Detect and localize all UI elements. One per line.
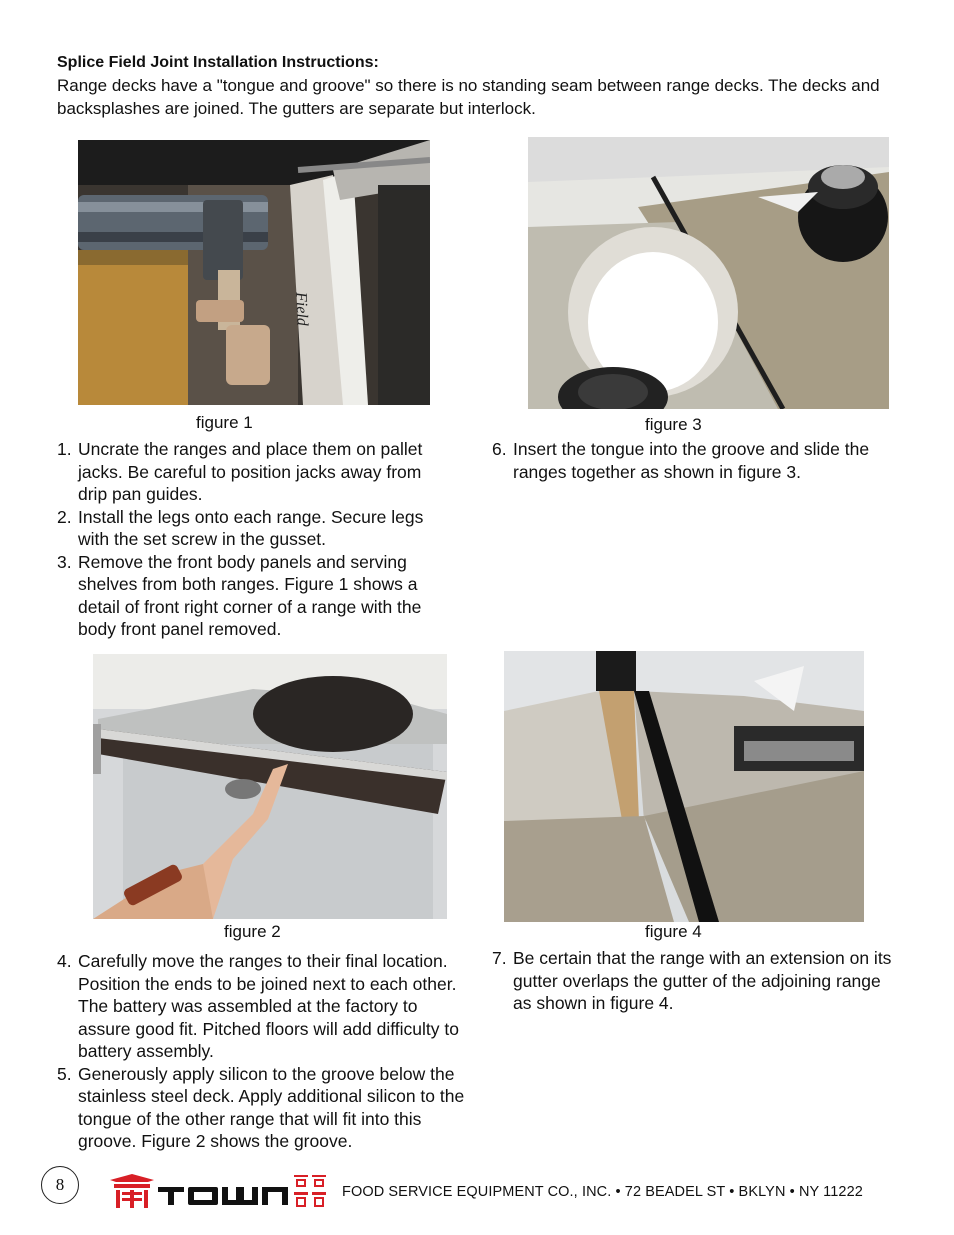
step-text: Carefully move the ranges to their final location. Position the ends to be joined next to each other. The battery was assembled at the factory to assure good fit. Pitched floors will add difficulty to battery assembly. — [78, 951, 459, 1061]
figure-1-handwriting: Field — [292, 291, 311, 327]
figure-4-photo — [504, 651, 864, 922]
steps-list-7 — [492, 947, 892, 1015]
steps-list-6 — [492, 438, 892, 483]
step-text: Insert the tongue into the groove and slide the ranges together as shown in figure 3. — [513, 439, 870, 482]
step-2 — [57, 506, 447, 551]
step-4 — [57, 950, 467, 1063]
figure-2-caption: figure 2 — [224, 922, 281, 941]
intro-paragraph: Range decks have a "tongue and groove" so there is no standing seam between range decks. The decks and backsplashes are joined. The gutters are separate but interlock. — [57, 76, 880, 118]
figure-3-photo — [528, 137, 889, 409]
figure-4-caption: figure 4 — [645, 922, 702, 941]
step-number: 6. — [492, 439, 507, 459]
page-number: 8 — [41, 1166, 79, 1204]
step-number: 3. — [57, 551, 72, 572]
step-text: Be certain that the range with an extension on its gutter overlaps the gutter of the adjoining range as shown in figure 4. — [513, 948, 892, 1013]
section-heading: Splice Field Joint Installation Instructions: — [57, 54, 379, 71]
footer-company-address: FOOD SERVICE EQUIPMENT CO., INC. • 72 BEADEL ST • BKLYN • NY 11222 — [342, 1184, 863, 1200]
step-text: Generously apply silicon to the groove below the stainless steel deck. Apply additional silicon to the tongue of the other range that will fit into this groove. Figure 2 shows the groove. — [78, 1063, 465, 1151]
figure-2-photo — [93, 654, 447, 919]
town-logo — [108, 1172, 330, 1210]
figure-1-caption: figure 1 — [196, 413, 253, 432]
step-1 — [57, 438, 447, 506]
step-number: 7. — [492, 948, 507, 968]
step-3 — [57, 551, 447, 641]
figure-3-caption: figure 3 — [645, 415, 702, 434]
step-text: Remove the front body panels and serving shelves from both ranges. Figure 1 shows a detail of front right corner of a range with the body front panel removed. — [78, 551, 422, 639]
figure-1-photo — [78, 140, 430, 405]
step-number: 5. — [57, 1063, 72, 1084]
step-number: 2. — [57, 506, 72, 527]
step-number: 4. — [57, 951, 72, 971]
step-number: 1. — [57, 439, 72, 459]
step-6 — [492, 438, 892, 483]
step-5 — [57, 1063, 467, 1153]
steps-list-4-5 — [57, 950, 467, 1153]
step-text: Install the legs onto each range. Secure legs with the set screw in the gusset. — [78, 506, 424, 549]
steps-list-1-3 — [57, 438, 447, 641]
step-text: Uncrate the ranges and place them on pallet jacks. Be careful to position jacks away from drip pan guides. — [78, 439, 423, 504]
step-7 — [492, 947, 892, 1015]
